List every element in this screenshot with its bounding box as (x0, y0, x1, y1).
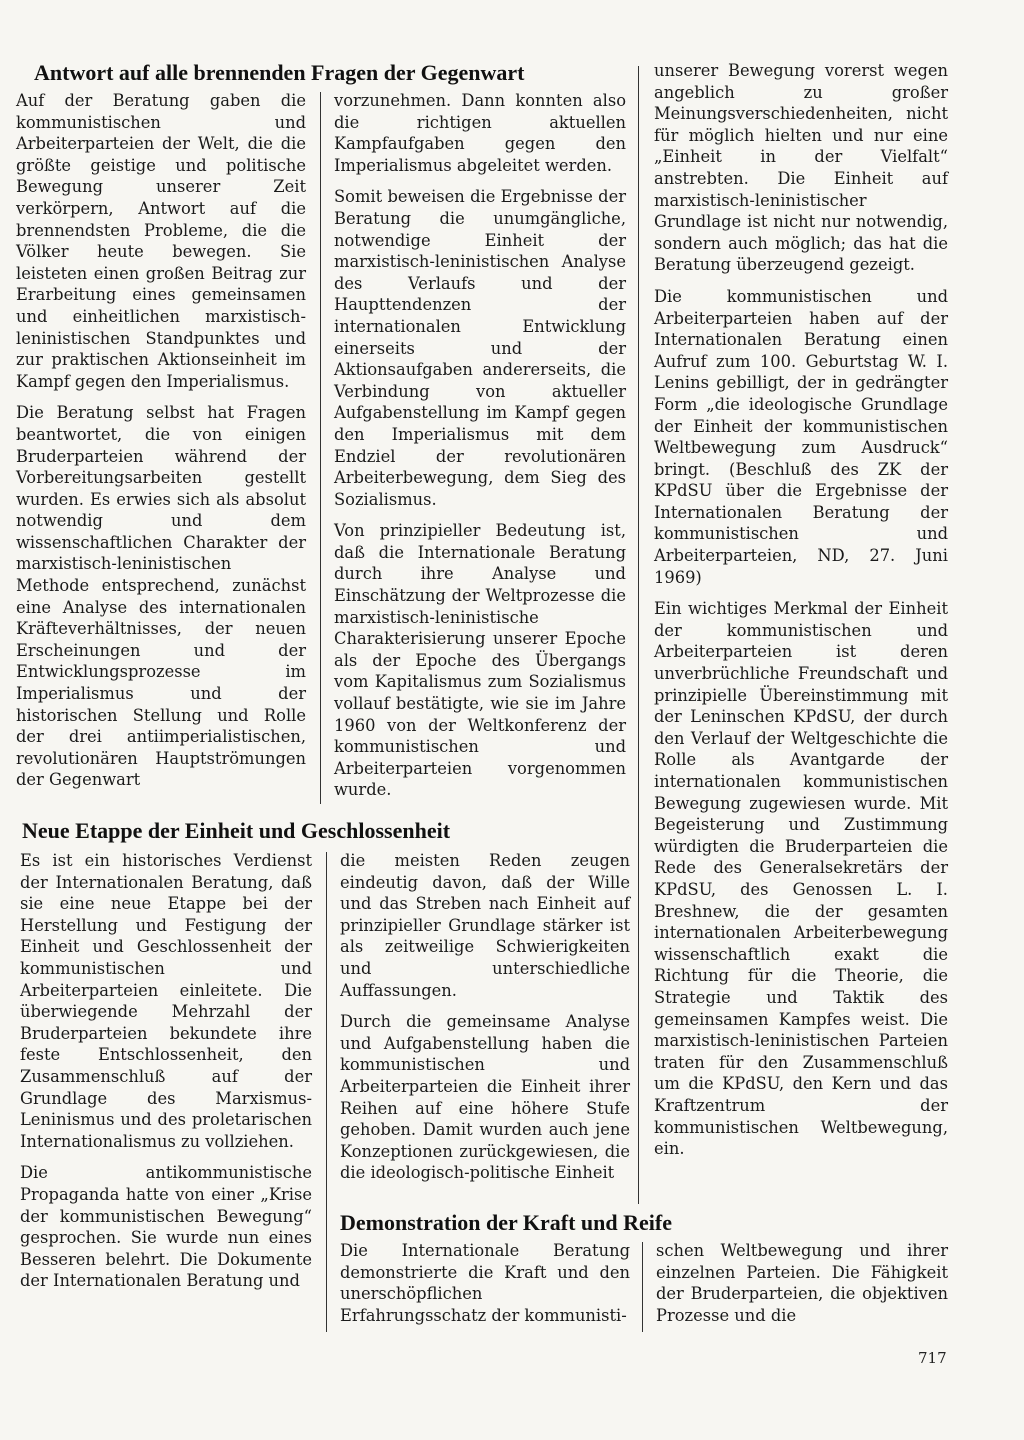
section-heading-antwort: Antwort auf alle brennenden Fragen der Gegenwart (34, 60, 525, 85)
paragraph: Somit beweisen die Ergebnisse der Beratung die unumgängliche, notwendige Einheit der marxistisch-leninistischen Analyse des Verlaufs und der Haupttendenzen der internationalen Entwicklung einerseits und der Aktionsaufgaben andererseits, die Verbindung von aktueller Aufgabenstellung im Kampf gegen den Imperialismus mit dem Endziel der revolutionären Arbeiterbewegung, dem Sieg des Sozialismus. (334, 187, 626, 509)
section-3-column-right (656, 1240, 948, 1326)
paragraph: schen Weltbewegung und ihrer einzelnen Parteien. Die Fähigkeit der Bruderparteien, die objektiven Prozesse und die (656, 1241, 948, 1325)
paragraph: Es ist ein historisches Verdienst der Internationalen Beratung, daß sie eine neue Etappe bei der Herstellung und Festigung der Einheit und Geschlossenheit der kommunistischen und Arbeiterparteien einleitete. Die überwiegende Mehrzahl der Bruderparteien bekundete ihre feste Entschlossenheit, den Zusammenschluß auf der Grundlage des Marxismus-Leninismus und des proletarischen Internationalismus zu vollziehen. (20, 851, 312, 1151)
right-column (654, 60, 948, 1160)
column-divider (638, 66, 639, 1204)
paragraph: vorzunehmen. Dann konnten also die richtigen aktuellen Kampfaufgaben gegen den Imperialismus abgeleitet werden. (334, 91, 626, 175)
section-2-column-left (20, 850, 312, 1292)
paragraph: die meisten Reden zeugen eindeutig davon, daß der Wille und das Streben nach Einheit auf prinzipieller Grundlage stärker ist als zeitweilige Schwierigkeiten und unterschiedliche Auffassungen. (340, 851, 630, 1000)
paragraph: Die Internationale Beratung demonstrierte die Kraft und den unerschöpflichen Erfahrungsschatz der kommunisti- (340, 1241, 630, 1325)
paragraph: Ein wichtiges Merkmal der Einheit der kommunistischen und Arbeiterparteien ist deren unverbrüchliche Freundschaft und prinzipielle Übereinstimmung mit der Leninschen KPdSU, der durch den Verlauf der Weltgeschichte die Rolle als Avantgarde der internationalen kommunistischen Bewegung zugewiesen wurde. Mit Begeisterung und Zustimmung würdigten die Bruderparteien die Rede des Generalsekretärs der KPdSU, des Genossen L. I. Breshnew, die der gesamten internationalen Arbeiterbewegung wissenschaftlich exakt die Richtung für die Theorie, die Strategie und Taktik des gemeinsamen Kampfes weist. Die marxistisch-leninistischen Parteien traten für den Zusammenschluß um die KPdSU, den Kern und das Kraftzentrum der kommunistischen Weltbewegung, ein. (654, 599, 948, 1159)
paragraph: Die Beratung selbst hat Fragen beantwortet, die von einigen Bruderparteien während der Vorbereitungsarbeiten gestellt wurden. Es erwies sich als absolut notwendig und dem wissenschaftlichen Charakter der marxistisch-leninistischen Methode entsprechend, zunächst eine Analyse des internationalen Kräfteverhältnisses, der neuen Erscheinungen und der Entwicklungsprozesse im Imperialismus und der historischen Stellung und Rolle der drei antiimperialistischen, revolutionären Hauptströmungen der Gegenwart (16, 403, 306, 790)
section-heading-demonstration: Demonstration der Kraft und Reife (340, 1210, 672, 1235)
paragraph: Die kommunistischen und Arbeiterparteien haben auf der Internationalen Beratung einen Aufruf zum 100. Geburtstag W. I. Lenins gebilligt, der in gedrängter Form „die ideologische Grundlage der Einheit der kommunistischen Weltbewegung zum Ausdruck“ bringt. (Beschluß des ZK der KPdSU über die Ergebnisse der Internationalen Beratung der kommunistischen und Arbeiterparteien, ND, 27. Juni 1969) (654, 286, 948, 587)
section-1-column-middle (334, 90, 626, 801)
section-heading-neue-etappe: Neue Etappe der Einheit und Geschlossenheit (22, 818, 451, 843)
section-1-column-left (16, 90, 306, 791)
paragraph: Auf der Beratung gaben die kommunistischen und Arbeiterparteien der Welt, die die größte geistige und politische Bewegung unserer Zeit verkörpern, Antwort auf die brennendsten Probleme, die die Völker heute bewegen. Sie leisteten einen großen Beitrag zur Erarbeitung eines gemeinsamen und einheitlichen marxistisch-leninistischen Standpunktes und zur praktischen Aktionseinheit im Kampf gegen den Imperialismus. (16, 91, 306, 391)
paragraph: Von prinzipieller Bedeutung ist, daß die Internationale Beratung durch ihre Analyse und Einschätzung der Weltprozesse die marxistisch-leninistische Charakterisierung unserer Epoche als der Epoche des Übergangs vom Kapitalismus zum Sozialismus vollauf bestätigte, wie sie im Jahre 1960 von der Weltkonferenz der kommunistischen und Arbeiterparteien vorgenommen wurde. (334, 521, 626, 800)
section-3-column-middle (340, 1240, 630, 1326)
column-divider (642, 1242, 643, 1332)
paragraph: Die antikommunistische Propaganda hatte von einer „Krise der kommunistischen Bewegung“ gesprochen. Sie wurde nun eines Besseren belehrt. Die Dokumente der Internationalen Beratung und (20, 1163, 312, 1291)
paragraph: Durch die gemeinsame Analyse und Aufgabenstellung haben die kommunistischen und Arbeiterparteien die Einheit ihrer Reihen auf eine höhere Stufe gehoben. Damit wurden auch jene Konzeptionen zurückgewiesen, die die ideologisch-politische Einheit (340, 1012, 630, 1183)
column-divider (320, 92, 321, 804)
paragraph: unserer Bewegung vorerst wegen angeblich zu großer Meinungsverschiedenheiten, nicht für möglich hielten und nur eine „Einheit in der Vielfalt“ anstrebten. Die Einheit auf marxistisch-leninistischer Grundlage ist nicht nur notwendig, sondern auch möglich; das hat die Beratung überzeugend gezeigt. (654, 61, 948, 275)
page-number: 717 (918, 1349, 947, 1367)
column-divider (326, 852, 327, 1332)
section-2-column-middle (340, 850, 630, 1184)
